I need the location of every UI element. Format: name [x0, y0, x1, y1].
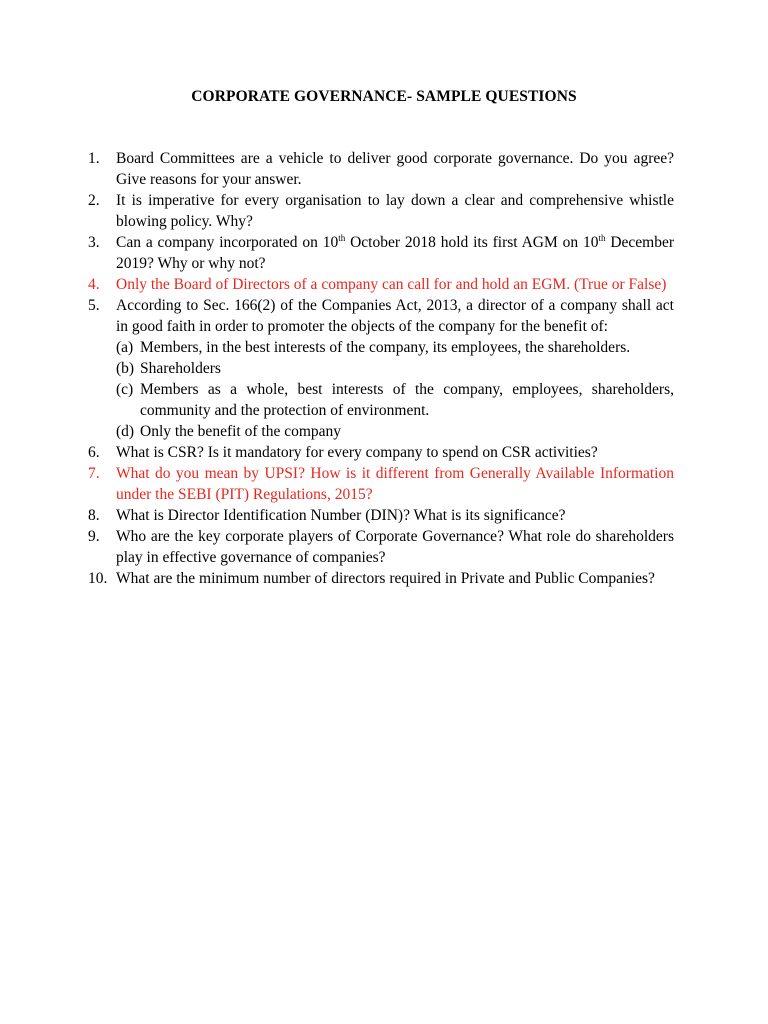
option-letter: (d) — [116, 423, 135, 440]
question-number: 6. — [88, 444, 100, 461]
question-text-block — [116, 295, 674, 442]
question-text-part: October 2018 hold its first AGM on 10 — [345, 234, 599, 251]
ordinal-suffix: th — [338, 233, 346, 243]
option-c — [116, 379, 674, 421]
option-text: Shareholders — [140, 360, 221, 377]
option-text: Members, in the best interests of the company, its employees, the shareholders. — [140, 339, 631, 356]
question-number: 10. — [88, 570, 108, 587]
question-text: According to Sec. 166(2) of the Companies Act, 2013, a director of a company shall act in good faith in order to promoter the objects of the company for the benefit of: — [116, 297, 674, 335]
question-list — [88, 148, 674, 589]
question-number: 5. — [88, 297, 100, 314]
question-2 — [88, 190, 674, 232]
option-a — [116, 337, 674, 358]
question-number: 3. — [88, 234, 100, 251]
question-number: 4. — [88, 276, 100, 293]
question-4 — [88, 274, 674, 295]
question-number: 8. — [88, 507, 100, 524]
question-1 — [88, 148, 674, 190]
question-10 — [88, 568, 674, 589]
question-6 — [88, 442, 674, 463]
option-d — [116, 421, 674, 442]
question-number: 1. — [88, 150, 100, 167]
option-letter: (a) — [116, 339, 134, 356]
question-8 — [88, 505, 674, 526]
question-text: Board Committees are a vehicle to deliver good corporate governance. Do you agree? Give reasons for your answer. — [116, 150, 674, 188]
question-text: Only the Board of Directors of a company can call for and hold an EGM. (True or False) — [116, 276, 667, 293]
option-text: Only the benefit of the company — [140, 423, 342, 440]
question-7 — [88, 463, 674, 505]
question-number: 7. — [88, 465, 100, 482]
question-5 — [88, 295, 674, 442]
document-title: CORPORATE GOVERNANCE- SAMPLE QUESTIONS — [191, 88, 577, 105]
option-text: Members as a whole, best interests of the company, employees, shareholders, community and the protection of environment. — [140, 381, 674, 419]
question-number: 2. — [88, 192, 100, 209]
option-letter: (b) — [116, 360, 135, 377]
question-text: What are the minimum number of directors required in Private and Public Companies? — [116, 570, 655, 587]
question-text-part: Can a company incorporated on 10 — [116, 234, 339, 251]
question-text-part: December 2019? Why or why not? — [116, 234, 674, 272]
question-text — [116, 232, 674, 274]
question-3 — [88, 232, 674, 274]
option-b — [116, 358, 674, 379]
question-text: What do you mean by UPSI? How is it different from Generally Available Information under the SEBI (PIT) Regulations, 2015? — [116, 465, 674, 503]
question-9 — [88, 526, 674, 568]
ordinal-suffix: th — [598, 233, 606, 243]
question-text: What is CSR? Is it mandatory for every company to spend on CSR activities? — [116, 444, 598, 461]
question-text: Who are the key corporate players of Corporate Governance? What role do shareholders play in effective governance of companies? — [116, 528, 674, 566]
question-number: 9. — [88, 528, 100, 545]
option-letter: (c) — [116, 381, 134, 398]
question-text: It is imperative for every organisation to lay down a clear and comprehensive whistle blowing policy. Why? — [116, 192, 674, 230]
question-text: What is Director Identification Number (DIN)? What is its significance? — [116, 507, 566, 524]
